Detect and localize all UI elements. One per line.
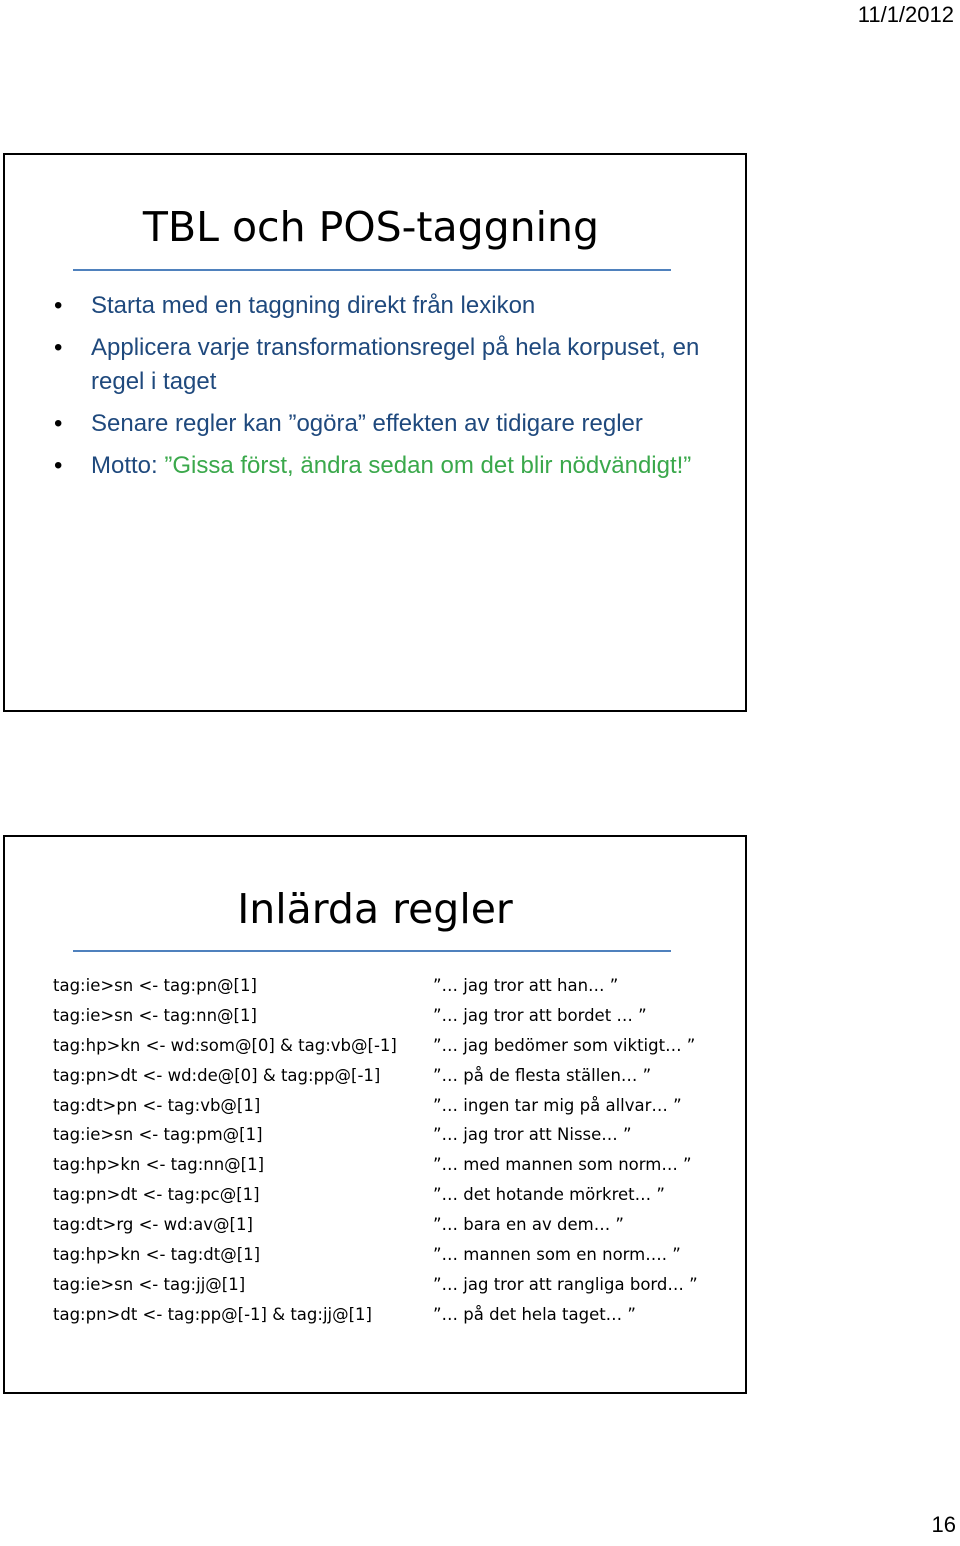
rule-text: tag:ie>sn <- tag:jj@[1] (53, 1274, 246, 1294)
bullet-list (53, 289, 713, 491)
slide-tbl-pos-tagging (3, 153, 747, 712)
rule-example: ”… bara en av dem… ” (433, 1215, 624, 1235)
rule-example: ”… jag tror att han… ” (433, 976, 619, 995)
rule-example: ”… på de flesta ställen… ” (433, 1065, 652, 1085)
rule-row (53, 1091, 733, 1121)
rule-example: ”… jag tror att Nisse… ” (433, 1125, 632, 1145)
bullet-icon: • (54, 410, 63, 437)
rule-row (53, 1240, 733, 1270)
title-underline (73, 269, 671, 271)
rule-row (53, 1001, 733, 1031)
bullet-item (53, 407, 713, 441)
rule-row (53, 1180, 733, 1210)
rule-row (53, 1300, 733, 1330)
rule-row (53, 1120, 733, 1150)
bullet-text: Starta med en taggning direkt från lexikon (91, 292, 536, 319)
rule-example: ”… med mannen som norm… ” (433, 1155, 692, 1175)
rule-text: tag:dt>rg <- wd:av@[1] (53, 1215, 253, 1235)
motto-highlight: ”Gissa först, ändra sedan om det blir nödvändigt!” (164, 452, 692, 479)
page-number: 16 (931, 1512, 956, 1537)
bullet-text: Applicera varje transformationsregel på hela korpuset, en regel i taget (91, 334, 700, 395)
bullet-icon: • (54, 334, 63, 361)
bullet-icon: • (54, 452, 63, 479)
rule-text: tag:pn>dt <- tag:pp@[-1] & tag:jj@[1] (53, 1304, 372, 1324)
rule-example: ”… det hotande mörkret… ” (433, 1185, 665, 1205)
rule-row (53, 1150, 733, 1180)
motto-label: Motto: (91, 452, 165, 479)
rule-text: tag:ie>sn <- tag:nn@[1] (53, 1005, 257, 1025)
rule-example: ”… jag tror att rangliga bord… ” (433, 1274, 698, 1294)
bullet-item (53, 331, 713, 399)
rule-example: ”… jag bedömer som viktigt… ” (433, 1035, 696, 1055)
rule-text: tag:pn>dt <- tag:pc@[1] (53, 1185, 260, 1205)
bullet-item (53, 289, 713, 323)
rule-row (53, 1270, 733, 1300)
slide-learned-rules (3, 835, 747, 1394)
rule-text: tag:hp>kn <- tag:nn@[1] (53, 1155, 265, 1175)
rule-text: tag:hp>kn <- wd:som@[0] & tag:vb@[-1] (53, 1035, 397, 1055)
rule-example: ”… jag tror att bordet … ” (433, 1005, 647, 1025)
slide-title: TBL och POS-taggning (142, 203, 600, 251)
date-header: 11/1/2012 (857, 2, 954, 27)
rule-row (53, 1210, 733, 1240)
rule-row (53, 971, 733, 1001)
rule-example: ”… mannen som en norm…. ” (433, 1245, 681, 1265)
bullet-text: Senare regler kan ”ogöra” effekten av tidigare regler (91, 410, 643, 437)
bullet-icon: • (54, 292, 63, 319)
rule-text: tag:ie>sn <- tag:pm@[1] (53, 1125, 263, 1145)
bullet-item-motto (53, 449, 713, 483)
rule-text: tag:dt>pn <- tag:vb@[1] (53, 1095, 261, 1115)
slide-title: Inlärda regler (237, 885, 513, 933)
rule-example: ”… på det hela taget… ” (433, 1304, 636, 1324)
rule-example: ”… ingen tar mig på allvar… ” (433, 1095, 682, 1115)
rule-row (53, 1061, 733, 1091)
rule-text: tag:hp>kn <- tag:dt@[1] (53, 1245, 261, 1265)
rule-row (53, 1031, 733, 1061)
rules-list (53, 971, 733, 1330)
rule-text: tag:ie>sn <- tag:pn@[1] (53, 976, 257, 995)
rule-text: tag:pn>dt <- wd:de@[0] & tag:pp@[-1] (53, 1065, 381, 1085)
title-underline (73, 950, 671, 952)
